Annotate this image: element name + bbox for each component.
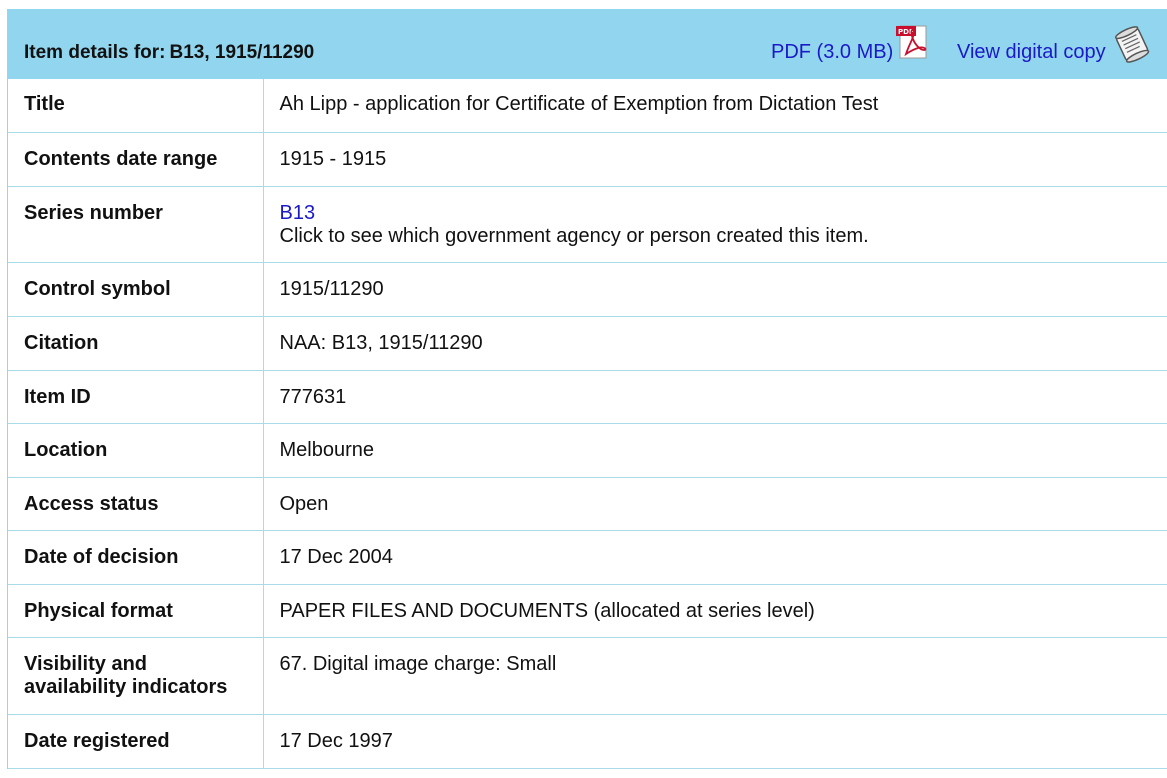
title-prefix: Item details for: [24, 42, 166, 63]
item-details-panel [7, 9, 1167, 769]
label-control-symbol: Control symbol [8, 262, 263, 316]
label-visibility-line2: availability indicators [24, 675, 228, 698]
pdf-icon[interactable] [894, 24, 934, 60]
row-location [8, 423, 1167, 477]
row-series-number [8, 186, 1167, 262]
row-item-id [8, 370, 1167, 423]
row-control-symbol [8, 262, 1167, 316]
svg-text:PDF: PDF [898, 28, 914, 36]
label-visibility [8, 637, 263, 714]
value-series-number [263, 186, 1167, 262]
row-contents-date-range [8, 132, 1167, 186]
row-title [8, 79, 1167, 132]
value-date-registered: 17 Dec 1997 [263, 714, 1167, 768]
view-digital-copy-link[interactable]: View digital copy [957, 41, 1106, 63]
row-access-status [8, 477, 1167, 530]
item-details-table [8, 79, 1167, 769]
page-title [24, 42, 314, 64]
label-visibility-line1: Visibility and [24, 652, 147, 675]
value-item-id: 777631 [263, 370, 1167, 423]
label-title: Title [8, 79, 263, 132]
series-number-note: Click to see which government agency or person created this item. [279, 224, 869, 247]
row-date-registered [8, 714, 1167, 768]
label-contents-date-range: Contents date range [8, 132, 263, 186]
title-item: B13, 1915/11290 [169, 42, 315, 63]
label-date-of-decision: Date of decision [8, 530, 263, 584]
value-access-status: Open [263, 477, 1167, 530]
label-series-number: Series number [8, 186, 263, 262]
value-physical-format: PAPER FILES AND DOCUMENTS (allocated at series level) [263, 584, 1167, 637]
row-citation [8, 316, 1167, 370]
value-contents-date-range: 1915 - 1915 [263, 132, 1167, 186]
series-number-link[interactable]: B13 [279, 201, 316, 224]
value-control-symbol: 1915/11290 [263, 262, 1167, 316]
scroll-document-icon[interactable] [1112, 23, 1154, 65]
row-date-of-decision [8, 530, 1167, 584]
label-location: Location [8, 423, 263, 477]
row-physical-format [8, 584, 1167, 637]
value-title: Ah Lipp - application for Certificate of Exemption from Dictation Test [263, 79, 1167, 132]
label-date-registered: Date registered [8, 714, 263, 768]
value-date-of-decision: 17 Dec 2004 [263, 530, 1167, 584]
value-citation: NAA: B13, 1915/11290 [263, 316, 1167, 370]
value-visibility: 67. Digital image charge: Small [263, 637, 1167, 714]
row-visibility [8, 637, 1167, 714]
value-location: Melbourne [263, 423, 1167, 477]
item-details-header [8, 9, 1167, 79]
label-physical-format: Physical format [8, 584, 263, 637]
label-item-id: Item ID [8, 370, 263, 423]
label-access-status: Access status [8, 477, 263, 530]
pdf-download-link[interactable]: PDF (3.0 MB) [771, 41, 894, 63]
label-citation: Citation [8, 316, 263, 370]
